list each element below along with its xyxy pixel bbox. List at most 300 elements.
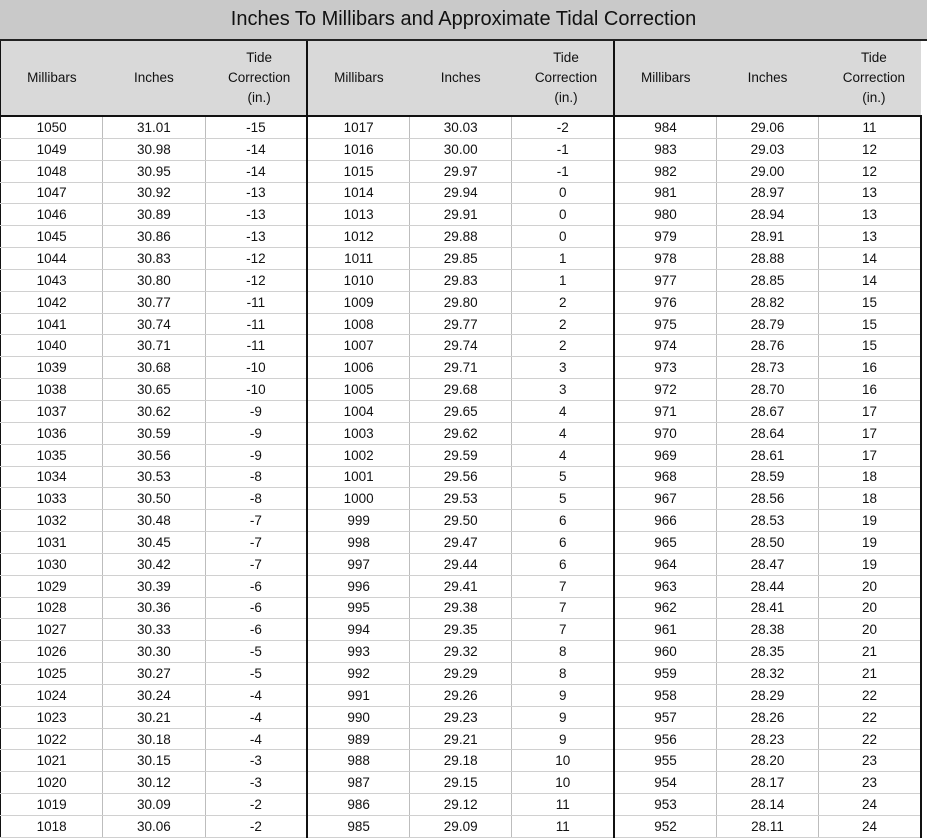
cell-inches: 30.92 (103, 182, 205, 204)
cell-inches: 29.56 (410, 466, 512, 488)
cell-millibars: 953 (614, 794, 716, 816)
table-row (1, 248, 922, 270)
cell-millibars: 1025 (1, 663, 103, 685)
cell-inches: 30.27 (103, 663, 205, 685)
header-inches: Inches (410, 41, 512, 116)
table-row (1, 422, 922, 444)
cell-inches: 30.56 (103, 444, 205, 466)
cell-inches: 30.30 (103, 641, 205, 663)
cell-tide-correction: -15 (205, 116, 307, 138)
header-tide-line2: Correction (534, 70, 598, 85)
header-millibars: Millibars (307, 41, 409, 116)
cell-inches: 30.00 (410, 138, 512, 160)
table-row (1, 619, 922, 641)
cell-tide-correction: 9 (512, 684, 614, 706)
cell-millibars: 998 (307, 532, 409, 554)
table-row (1, 706, 922, 728)
cell-inches: 29.83 (410, 269, 512, 291)
cell-inches: 29.23 (410, 706, 512, 728)
cell-millibars: 999 (307, 510, 409, 532)
header-tide-correction (819, 41, 921, 116)
cell-millibars: 978 (614, 248, 716, 270)
cell-inches: 29.68 (410, 379, 512, 401)
cell-millibars: 967 (614, 488, 716, 510)
cell-inches: 30.89 (103, 204, 205, 226)
cell-tide-correction: -2 (205, 816, 307, 838)
cell-inches: 28.59 (716, 466, 818, 488)
cell-tide-correction: 20 (819, 597, 921, 619)
table-row (1, 138, 922, 160)
cell-tide-correction: 4 (512, 400, 614, 422)
table-row (1, 466, 922, 488)
cell-millibars: 996 (307, 575, 409, 597)
cell-inches: 28.14 (716, 794, 818, 816)
table-row (1, 510, 922, 532)
cell-millibars: 984 (614, 116, 716, 138)
cell-inches: 28.56 (716, 488, 818, 510)
cell-inches: 29.97 (410, 160, 512, 182)
table-row (1, 488, 922, 510)
cell-millibars: 993 (307, 641, 409, 663)
cell-millibars: 1032 (1, 510, 103, 532)
cell-inches: 28.67 (716, 400, 818, 422)
cell-tide-correction: -9 (205, 422, 307, 444)
cell-tide-correction: 1 (512, 248, 614, 270)
cell-millibars: 986 (307, 794, 409, 816)
cell-inches: 28.53 (716, 510, 818, 532)
cell-inches: 28.50 (716, 532, 818, 554)
cell-inches: 29.26 (410, 684, 512, 706)
cell-millibars: 991 (307, 684, 409, 706)
cell-millibars: 976 (614, 291, 716, 313)
cell-inches: 28.41 (716, 597, 818, 619)
cell-millibars: 1017 (307, 116, 409, 138)
table-row (1, 269, 922, 291)
cell-inches: 29.77 (410, 313, 512, 335)
cell-tide-correction: -10 (205, 357, 307, 379)
header-tide-line2: Correction (842, 70, 905, 85)
table-row (1, 160, 922, 182)
header-millibars: Millibars (614, 41, 716, 116)
cell-tide-correction: 23 (819, 772, 921, 794)
cell-millibars: 1038 (1, 379, 103, 401)
cell-tide-correction: -7 (205, 553, 307, 575)
cell-millibars: 1048 (1, 160, 103, 182)
cell-millibars: 1023 (1, 706, 103, 728)
cell-inches: 29.59 (410, 444, 512, 466)
cell-tide-correction: 22 (819, 684, 921, 706)
cell-inches: 30.18 (103, 728, 205, 750)
cell-inches: 29.41 (410, 575, 512, 597)
cell-inches: 30.59 (103, 422, 205, 444)
cell-inches: 28.26 (716, 706, 818, 728)
cell-tide-correction: 13 (819, 204, 921, 226)
cell-inches: 30.86 (103, 226, 205, 248)
cell-inches: 28.76 (716, 335, 818, 357)
cell-tide-correction: 3 (512, 357, 614, 379)
cell-tide-correction: 4 (512, 422, 614, 444)
cell-millibars: 1015 (307, 160, 409, 182)
cell-tide-correction: 24 (819, 794, 921, 816)
cell-millibars: 1043 (1, 269, 103, 291)
cell-inches: 30.50 (103, 488, 205, 510)
cell-inches: 29.53 (410, 488, 512, 510)
table-row (1, 204, 922, 226)
cell-tide-correction: 6 (512, 532, 614, 554)
cell-inches: 30.06 (103, 816, 205, 838)
cell-tide-correction: 16 (819, 379, 921, 401)
cell-millibars: 966 (614, 510, 716, 532)
cell-inches: 30.21 (103, 706, 205, 728)
cell-tide-correction: -8 (205, 466, 307, 488)
cell-millibars: 974 (614, 335, 716, 357)
cell-tide-correction: 16 (819, 357, 921, 379)
cell-tide-correction: 22 (819, 706, 921, 728)
cell-millibars: 958 (614, 684, 716, 706)
cell-tide-correction: -14 (205, 138, 307, 160)
cell-tide-correction: -11 (205, 291, 307, 313)
cell-tide-correction: 9 (512, 706, 614, 728)
cell-millibars: 1029 (1, 575, 103, 597)
cell-tide-correction: -10 (205, 379, 307, 401)
cell-tide-correction: 19 (819, 532, 921, 554)
cell-inches: 28.64 (716, 422, 818, 444)
table-row (1, 116, 922, 138)
cell-tide-correction: -12 (205, 269, 307, 291)
cell-tide-correction: 23 (819, 750, 921, 772)
table-row (1, 750, 922, 772)
cell-tide-correction: 8 (512, 663, 614, 685)
cell-tide-correction: -2 (512, 116, 614, 138)
cell-millibars: 995 (307, 597, 409, 619)
cell-millibars: 1045 (1, 226, 103, 248)
table-row (1, 226, 922, 248)
cell-millibars: 952 (614, 816, 716, 838)
cell-millibars: 971 (614, 400, 716, 422)
cell-inches: 29.35 (410, 619, 512, 641)
cell-tide-correction: 22 (819, 728, 921, 750)
header-tide-correction (512, 41, 614, 116)
cell-tide-correction: 4 (512, 444, 614, 466)
cell-millibars: 1040 (1, 335, 103, 357)
cell-millibars: 973 (614, 357, 716, 379)
cell-inches: 30.09 (103, 794, 205, 816)
cell-inches: 30.53 (103, 466, 205, 488)
cell-inches: 28.85 (716, 269, 818, 291)
cell-millibars: 1050 (1, 116, 103, 138)
cell-millibars: 1018 (1, 816, 103, 838)
cell-inches: 30.15 (103, 750, 205, 772)
table-row (1, 772, 922, 794)
table-body (1, 116, 922, 837)
cell-tide-correction: 18 (819, 488, 921, 510)
cell-inches: 30.42 (103, 553, 205, 575)
cell-tide-correction: 14 (819, 269, 921, 291)
cell-inches: 28.17 (716, 772, 818, 794)
cell-millibars: 964 (614, 553, 716, 575)
cell-tide-correction: 19 (819, 510, 921, 532)
cell-tide-correction: 24 (819, 816, 921, 838)
cell-tide-correction: -3 (205, 750, 307, 772)
cell-millibars: 972 (614, 379, 716, 401)
conversion-table (0, 41, 922, 838)
cell-tide-correction: 0 (512, 182, 614, 204)
cell-inches: 30.74 (103, 313, 205, 335)
cell-inches: 28.47 (716, 553, 818, 575)
cell-tide-correction: 8 (512, 641, 614, 663)
table-row (1, 597, 922, 619)
cell-millibars: 1016 (307, 138, 409, 160)
cell-inches: 31.01 (103, 116, 205, 138)
cell-tide-correction: 1 (512, 269, 614, 291)
cell-millibars: 1020 (1, 772, 103, 794)
cell-tide-correction: 15 (819, 335, 921, 357)
cell-inches: 28.88 (716, 248, 818, 270)
cell-tide-correction: 10 (512, 750, 614, 772)
cell-millibars: 1037 (1, 400, 103, 422)
cell-millibars: 960 (614, 641, 716, 663)
cell-inches: 28.79 (716, 313, 818, 335)
cell-inches: 29.94 (410, 182, 512, 204)
header-tide-line3: (in.) (554, 90, 578, 105)
cell-inches: 29.91 (410, 204, 512, 226)
cell-tide-correction: -13 (205, 182, 307, 204)
cell-millibars: 1002 (307, 444, 409, 466)
cell-tide-correction: 11 (819, 116, 921, 138)
cell-tide-correction: 12 (819, 138, 921, 160)
cell-millibars: 959 (614, 663, 716, 685)
table-row (1, 400, 922, 422)
cell-millibars: 983 (614, 138, 716, 160)
cell-tide-correction: -1 (512, 160, 614, 182)
cell-inches: 29.32 (410, 641, 512, 663)
cell-millibars: 970 (614, 422, 716, 444)
cell-tide-correction: 3 (512, 379, 614, 401)
cell-millibars: 981 (614, 182, 716, 204)
cell-tide-correction: -12 (205, 248, 307, 270)
cell-tide-correction: 2 (512, 291, 614, 313)
cell-millibars: 1030 (1, 553, 103, 575)
table-row (1, 684, 922, 706)
cell-tide-correction: 9 (512, 728, 614, 750)
cell-inches: 28.44 (716, 575, 818, 597)
cell-tide-correction: 11 (512, 794, 614, 816)
cell-tide-correction: -4 (205, 706, 307, 728)
cell-millibars: 1033 (1, 488, 103, 510)
cell-tide-correction: 6 (512, 510, 614, 532)
cell-millibars: 1036 (1, 422, 103, 444)
cell-inches: 28.61 (716, 444, 818, 466)
header-tide-correction (205, 41, 307, 116)
table-row (1, 444, 922, 466)
cell-millibars: 1006 (307, 357, 409, 379)
cell-tide-correction: 0 (512, 226, 614, 248)
cell-millibars: 1031 (1, 532, 103, 554)
header-tide-line2: Correction (228, 70, 291, 85)
cell-millibars: 956 (614, 728, 716, 750)
header-tide-line3: (in.) (862, 90, 886, 105)
cell-inches: 29.09 (410, 816, 512, 838)
cell-tide-correction: -5 (205, 641, 307, 663)
cell-tide-correction: 6 (512, 553, 614, 575)
cell-tide-correction: -6 (205, 597, 307, 619)
cell-millibars: 1044 (1, 248, 103, 270)
table-row (1, 335, 922, 357)
cell-tide-correction: 7 (512, 597, 614, 619)
table-row (1, 313, 922, 335)
cell-tide-correction: -5 (205, 663, 307, 685)
cell-tide-correction: -7 (205, 532, 307, 554)
cell-millibars: 1001 (307, 466, 409, 488)
cell-millibars: 955 (614, 750, 716, 772)
cell-millibars: 1024 (1, 684, 103, 706)
cell-inches: 28.82 (716, 291, 818, 313)
cell-tide-correction: -3 (205, 772, 307, 794)
cell-inches: 28.94 (716, 204, 818, 226)
header-millibars: Millibars (1, 41, 103, 116)
cell-millibars: 1013 (307, 204, 409, 226)
header-tide-line1: Tide (246, 50, 273, 65)
table-row (1, 357, 922, 379)
cell-inches: 30.48 (103, 510, 205, 532)
cell-tide-correction: -13 (205, 204, 307, 226)
cell-millibars: 968 (614, 466, 716, 488)
cell-millibars: 1012 (307, 226, 409, 248)
cell-inches: 29.15 (410, 772, 512, 794)
cell-inches: 29.85 (410, 248, 512, 270)
cell-tide-correction: 21 (819, 641, 921, 663)
table-row (1, 532, 922, 554)
cell-millibars: 1035 (1, 444, 103, 466)
header-tide-line1: Tide (553, 50, 579, 65)
cell-tide-correction: -13 (205, 226, 307, 248)
cell-tide-correction: 12 (819, 160, 921, 182)
cell-millibars: 990 (307, 706, 409, 728)
cell-inches: 29.88 (410, 226, 512, 248)
cell-tide-correction: 17 (819, 400, 921, 422)
cell-inches: 30.98 (103, 138, 205, 160)
cell-millibars: 1000 (307, 488, 409, 510)
cell-inches: 29.12 (410, 794, 512, 816)
cell-millibars: 1008 (307, 313, 409, 335)
cell-millibars: 989 (307, 728, 409, 750)
cell-millibars: 1005 (307, 379, 409, 401)
cell-millibars: 977 (614, 269, 716, 291)
cell-inches: 29.29 (410, 663, 512, 685)
cell-tide-correction: 13 (819, 226, 921, 248)
table-row (1, 728, 922, 750)
cell-inches: 28.23 (716, 728, 818, 750)
cell-inches: 28.29 (716, 684, 818, 706)
cell-tide-correction: 20 (819, 619, 921, 641)
cell-tide-correction: 5 (512, 488, 614, 510)
cell-inches: 30.45 (103, 532, 205, 554)
cell-tide-correction: -11 (205, 335, 307, 357)
cell-inches: 29.80 (410, 291, 512, 313)
cell-millibars: 1026 (1, 641, 103, 663)
cell-inches: 30.68 (103, 357, 205, 379)
cell-inches: 29.06 (716, 116, 818, 138)
cell-inches: 28.38 (716, 619, 818, 641)
cell-millibars: 1042 (1, 291, 103, 313)
cell-tide-correction: 13 (819, 182, 921, 204)
cell-inches: 29.71 (410, 357, 512, 379)
cell-inches: 28.32 (716, 663, 818, 685)
cell-inches: 30.62 (103, 400, 205, 422)
cell-millibars: 988 (307, 750, 409, 772)
cell-inches: 29.65 (410, 400, 512, 422)
table-row (1, 663, 922, 685)
cell-tide-correction: 5 (512, 466, 614, 488)
cell-millibars: 1009 (307, 291, 409, 313)
table-row (1, 291, 922, 313)
cell-inches: 29.62 (410, 422, 512, 444)
cell-tide-correction: 14 (819, 248, 921, 270)
cell-tide-correction: 17 (819, 422, 921, 444)
table-row (1, 575, 922, 597)
cell-tide-correction: -7 (205, 510, 307, 532)
cell-tide-correction: 15 (819, 313, 921, 335)
cell-millibars: 985 (307, 816, 409, 838)
header-inches: Inches (103, 41, 205, 116)
cell-millibars: 1011 (307, 248, 409, 270)
cell-tide-correction: 21 (819, 663, 921, 685)
cell-millibars: 1039 (1, 357, 103, 379)
cell-inches: 30.24 (103, 684, 205, 706)
cell-millibars: 965 (614, 532, 716, 554)
cell-inches: 29.38 (410, 597, 512, 619)
cell-tide-correction: 17 (819, 444, 921, 466)
cell-millibars: 963 (614, 575, 716, 597)
cell-millibars: 982 (614, 160, 716, 182)
cell-inches: 29.00 (716, 160, 818, 182)
cell-millibars: 987 (307, 772, 409, 794)
cell-inches: 29.74 (410, 335, 512, 357)
cell-inches: 29.18 (410, 750, 512, 772)
cell-inches: 30.03 (410, 116, 512, 138)
cell-inches: 28.97 (716, 182, 818, 204)
cell-millibars: 1022 (1, 728, 103, 750)
cell-inches: 30.80 (103, 269, 205, 291)
cell-millibars: 957 (614, 706, 716, 728)
cell-millibars: 1028 (1, 597, 103, 619)
cell-millibars: 1007 (307, 335, 409, 357)
cell-millibars: 969 (614, 444, 716, 466)
cell-tide-correction: 11 (512, 816, 614, 838)
cell-inches: 29.44 (410, 553, 512, 575)
cell-millibars: 979 (614, 226, 716, 248)
cell-tide-correction: -14 (205, 160, 307, 182)
cell-inches: 30.39 (103, 575, 205, 597)
cell-inches: 30.12 (103, 772, 205, 794)
cell-tide-correction: 0 (512, 204, 614, 226)
cell-inches: 28.70 (716, 379, 818, 401)
cell-millibars: 954 (614, 772, 716, 794)
cell-tide-correction: 19 (819, 553, 921, 575)
cell-inches: 30.33 (103, 619, 205, 641)
cell-millibars: 997 (307, 553, 409, 575)
cell-millibars: 1004 (307, 400, 409, 422)
cell-tide-correction: 20 (819, 575, 921, 597)
cell-tide-correction: 18 (819, 466, 921, 488)
cell-inches: 30.95 (103, 160, 205, 182)
cell-millibars: 1049 (1, 138, 103, 160)
cell-millibars: 975 (614, 313, 716, 335)
cell-millibars: 1046 (1, 204, 103, 226)
cell-tide-correction: -9 (205, 400, 307, 422)
table-row (1, 641, 922, 663)
header-tide-line1: Tide (860, 50, 887, 65)
